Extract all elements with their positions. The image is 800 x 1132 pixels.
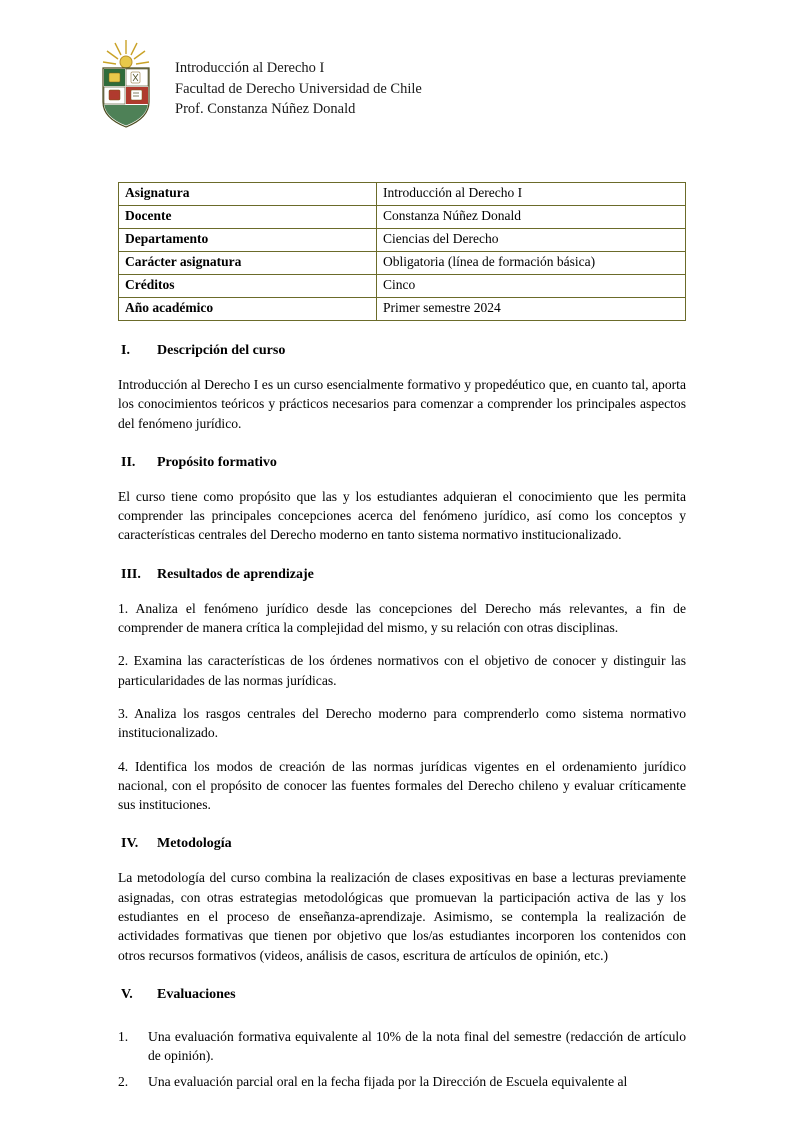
- section-title: Metodología: [157, 836, 232, 852]
- paragraph-metodologia: La metodología del curso combina la realización de clases expositivas en base a lecturas previamente asignadas, con otras estrategias metodológicas que promuevan la participación activa de las y los estudiantes en el proceso de enseñanza-aprendizaje. Asimismo, se contempla la realización de actividades formativas que tienen por objetivo que los/as estudiantes incorporen los contenidos con otros recursos formativos (videos, análisis de casos, escritura de artículos de opinión, etc.): [118, 870, 686, 963]
- paragraph-descripcion: Introducción al Derecho I es un curso esencialmente formativo y propedéutico que, en cuanto tal, aporta los conocimientos teóricos y prácticos necesarios para comenzar a comprender los principales aspectos del fenómeno jurídico.: [118, 377, 686, 431]
- table-row: [119, 252, 686, 275]
- table-row: [119, 206, 686, 229]
- document-header: [0, 0, 800, 130]
- header-line-course: Introducción al Derecho I: [175, 60, 325, 76]
- info-key: Docente: [119, 206, 377, 229]
- info-value: Cinco: [377, 275, 686, 298]
- section-heading-proposito: [118, 455, 686, 471]
- section-heading-descripcion: [118, 343, 686, 359]
- course-info-table: [118, 182, 686, 321]
- section-number: I.: [121, 343, 130, 358]
- info-key: Año académico: [119, 298, 377, 321]
- info-value: Primer semestre 2024: [377, 298, 686, 321]
- paragraph-proposito: El curso tiene como propósito que las y los estudiantes adquieran el conocimiento que les permita comprender las principales concepciones acerca del fenómeno jurídico, así como los conceptos y características centrales del Derecho moderno en tanto sistema normativo institucionalizado.: [118, 488, 686, 543]
- resultado-item-1: 1. Analiza el fenómeno jurídico desde las concepciones del Derecho más relevantes, a fin de comprender de manera crítica la complejidad del mismo, y su relación con otras disciplinas.: [118, 600, 686, 636]
- header-line-professor: Prof. Constanza Núñez Donald: [175, 101, 356, 118]
- header-title-block: [175, 38, 422, 120]
- info-value: Obligatoria (línea de formación básica): [377, 252, 686, 275]
- evaluacion-item: [118, 1027, 686, 1066]
- evaluacion-number: 1.: [118, 1028, 129, 1044]
- info-value: Introducción al Derecho I: [377, 183, 686, 206]
- header-line-faculty: Facultad de Derecho Universidad de Chile: [175, 80, 422, 97]
- university-crest-icon: [95, 38, 157, 130]
- table-row: [119, 275, 686, 298]
- section-title: Resultados de aprendizaje: [157, 566, 314, 582]
- table-row: [119, 183, 686, 206]
- section-title: Propósito formativo: [157, 454, 277, 470]
- info-value: Constanza Núñez Donald: [377, 206, 686, 229]
- section-heading-resultados: [118, 567, 686, 583]
- info-key: Carácter asignatura: [119, 252, 377, 275]
- evaluacion-item: [118, 1072, 686, 1091]
- evaluacion-number: 2.: [118, 1073, 129, 1089]
- evaluacion-text: Una evaluación formativa equivalente al 10% de la nota final del semestre (redacción de artículo de opinión).: [148, 1028, 686, 1064]
- section-number: IV.: [121, 836, 139, 852]
- resultado-item-4: 4. Identifica los modos de creación de las normas jurídicas vigentes en el ordenamiento jurídico nacional, con el propósito de conocer las fuentes formales del Derecho chileno y evaluar críticamente sus instituciones.: [118, 758, 686, 813]
- resultado-item-3: 3. Analiza los rasgos centrales del Derecho moderno para comprenderlo como sistema normativo institucionalizado.: [118, 705, 686, 741]
- table-row: [119, 298, 686, 321]
- document-body: [118, 343, 686, 1091]
- section-title: Evaluaciones: [157, 986, 236, 1002]
- section-number: V.: [121, 986, 133, 1002]
- table-row: [119, 229, 686, 252]
- section-title: Descripción del curso: [157, 343, 286, 358]
- info-key: Departamento: [119, 229, 377, 252]
- section-heading-metodologia: [118, 836, 686, 852]
- evaluacion-text: Una evaluación parcial oral en la fecha fijada por la Dirección de Escuela equivalente al: [148, 1073, 628, 1089]
- section-heading-evaluaciones: [118, 987, 686, 1003]
- course-info-table-wrapper: [118, 182, 686, 321]
- info-key: Créditos: [119, 275, 377, 298]
- info-key: Asignatura: [119, 183, 377, 206]
- resultado-item-2: 2. Examina las características de los órdenes normativos con el objetivo de conocer y distinguir las particularidades de las normas jurídicas.: [118, 653, 686, 688]
- info-value: Ciencias del Derecho: [377, 229, 686, 252]
- section-number: II.: [121, 454, 136, 470]
- section-number: III.: [121, 566, 141, 582]
